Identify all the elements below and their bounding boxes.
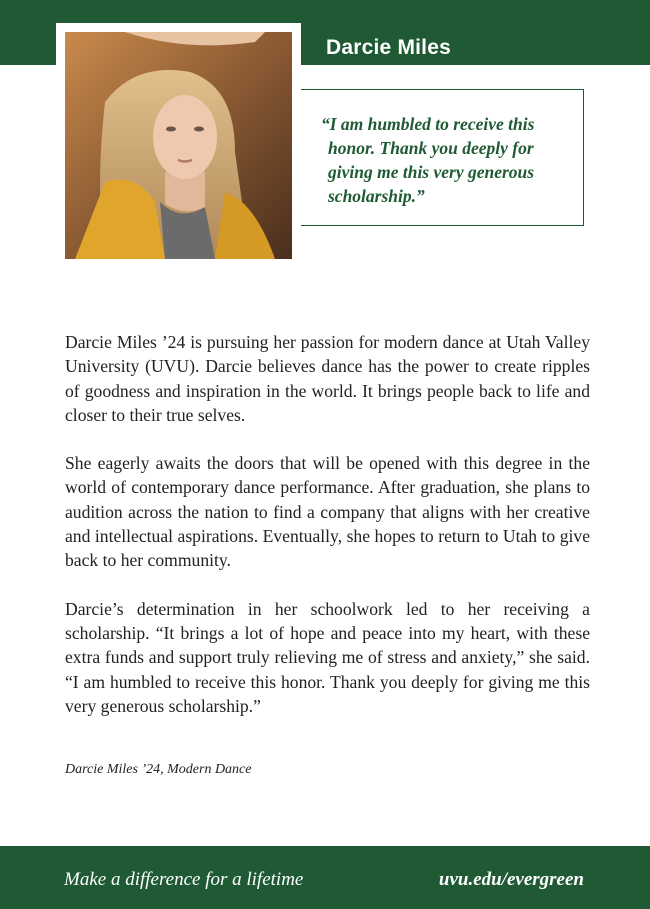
quote-attribution: Darcie Miles ’24, Modern Dance [65,762,252,777]
pull-quote-box [301,89,584,226]
footer-tagline: Make a difference for a lifetime [64,869,304,890]
body-paragraph: Darcie’s determination in her schoolwork led to her receiving a scholarship. “It brings a lot of hope and peace into my heart, with these extra funds and support truly relieving me of stress and anxiety,” she said. “I am humbled to receive this honor. Thank you deeply for giving me this very generous scholarship.” [65,598,590,716]
student-portrait-photo [65,32,292,259]
body-paragraph: Darcie Miles ’24 is pursuing her passion for modern dance at Utah Valley University (UVU). Darcie believes dance has the power to create ripples of goodness and inspiration in the world. It brings people back to life and closer to their true selves. [65,332,590,425]
story-body [65,330,590,742]
student-name-title: Darcie Miles [326,36,451,59]
body-paragraph: She eagerly awaits the doors that will be opened with this degree in the world of contemporary dance performance. After graduation, she plans to audition across the nation to find a company that aligns with her creative and intellectual aspirations. Eventually, she hopes to return to Utah to give back to her community. [65,453,590,571]
footer-band [0,846,650,909]
pull-quote-text: “I am humbled to receive this honor. Thank you deeply for giving me this very generous scholarship.” [321,114,535,206]
footer-website-link[interactable]: uvu.edu/evergreen [438,869,584,890]
